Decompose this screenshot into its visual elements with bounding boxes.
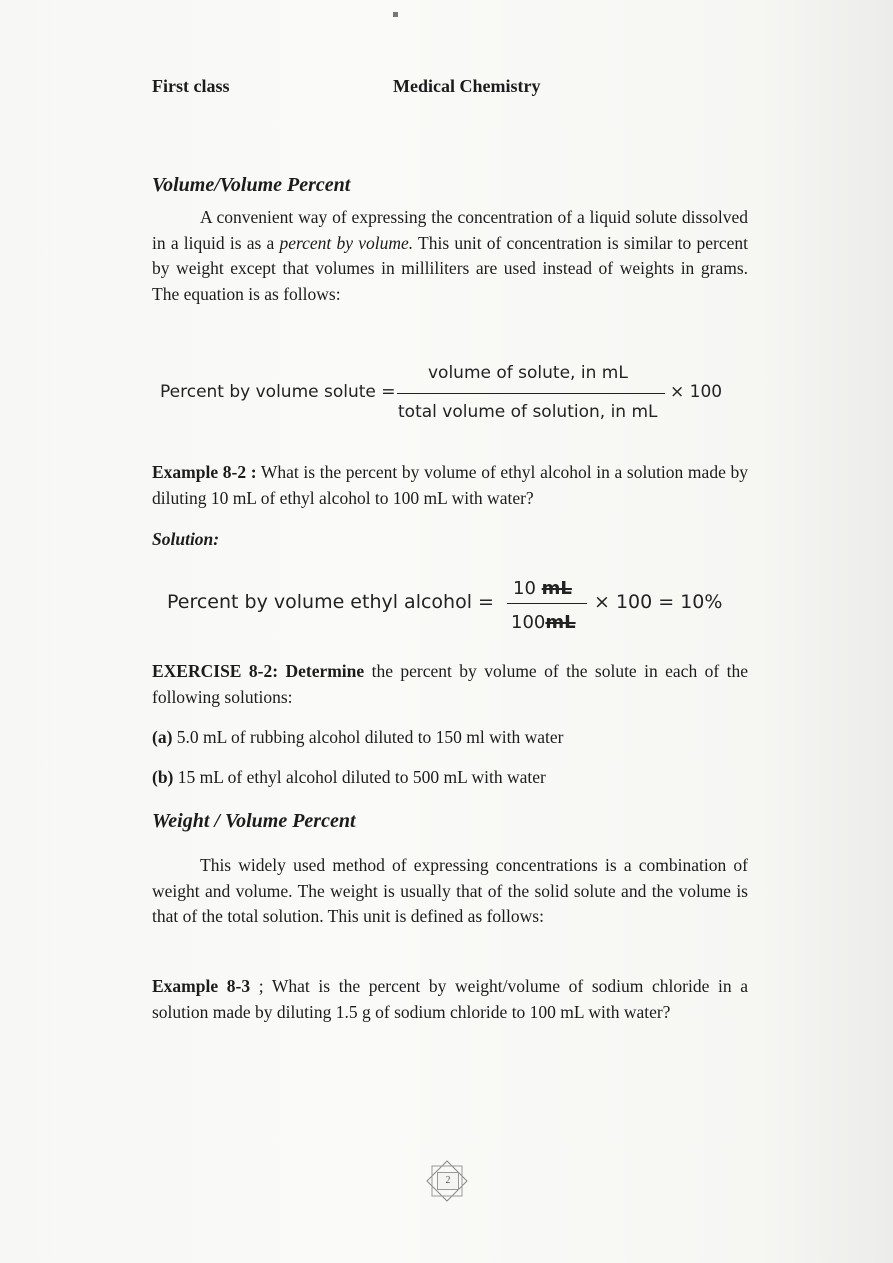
scan-speck: [393, 12, 398, 17]
formula2-lhs: Percent by volume ethyl alcohol =: [167, 591, 494, 613]
exercise-8-2: EXERCISE 8-2: Determine the percent by volume of the solute in each of the following solutions:: [152, 661, 748, 707]
formula2-fraction-bar: [507, 603, 587, 604]
weight-volume-paragraph: This widely used method of expressing concentrations is a combination of weight and volume. The weight is usually that of the solid solute and the volume is that of the total solution. This unit is defined as follows:: [152, 855, 748, 927]
solution-label: Solution:: [152, 529, 220, 549]
formula1-fraction-bar: [397, 393, 665, 394]
example-8-2: Example 8-2 : What is the percent by volume of ethyl alcohol in a solution made by diluting 10 mL of ethyl alcohol to 100 mL with water?: [152, 462, 748, 508]
page-number: 2: [437, 1172, 459, 1190]
example-8-3: Example 8-3 ; What is the percent by weight/volume of sodium chloride in a solution made by diluting 1.5 g of sodium chloride to 100 mL with water?: [152, 976, 748, 1022]
header-subject: Medical Chemistry: [393, 76, 541, 96]
section-heading-weight-volume: Weight / Volume Percent: [152, 810, 356, 832]
formula1-denominator: total volume of solution, in mL: [398, 402, 658, 422]
exercise-item-b: (b) 15 mL of ethyl alcohol diluted to 500 mL with water: [152, 767, 546, 787]
formula1-lhs: Percent by volume solute =: [160, 382, 396, 402]
formula2-denominator: 100mL: [511, 612, 576, 633]
formula2-rhs: × 100 = 10%: [594, 591, 723, 613]
formula2-numerator: 10 mL: [513, 578, 572, 599]
formula1-numerator: volume of solute, in mL: [428, 363, 628, 383]
header-class: First class: [152, 76, 230, 96]
intro-paragraph: A convenient way of expressing the concentration of a liquid solute dissolved in a liquid is as a percent by volume. This unit of concentration is similar to percent by weight except that volumes in milliliters are used instead of weights in grams. The equation is as follows:: [152, 207, 748, 304]
section-heading-volume-volume: Volume/Volume Percent: [152, 174, 351, 196]
formula1-multiplier: × 100: [670, 382, 723, 402]
exercise-item-a: (a) 5.0 mL of rubbing alcohol diluted to 150 ml with water: [152, 727, 564, 747]
